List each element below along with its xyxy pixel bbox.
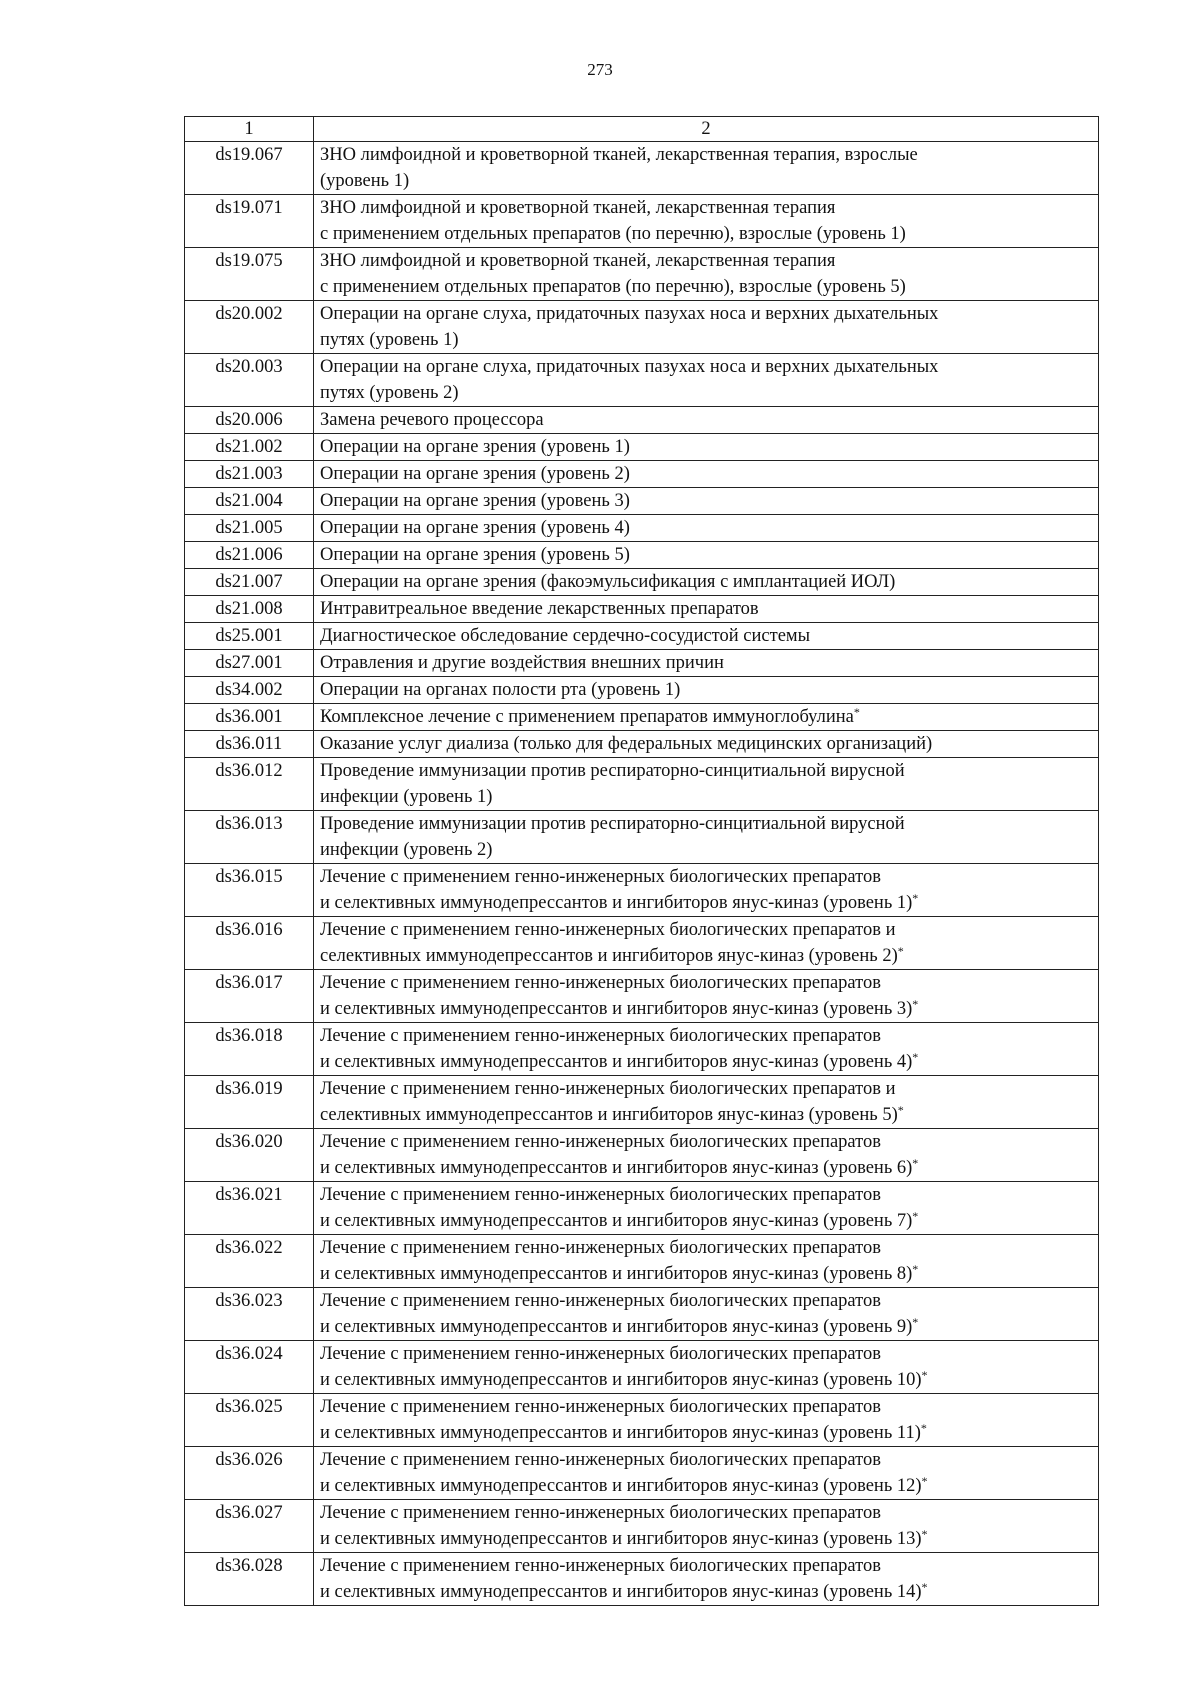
description-line	[320, 515, 1092, 541]
description-text: инфекции (уровень 2)	[320, 840, 493, 860]
row-code: ds20.002	[185, 301, 314, 354]
description-text: и селективных иммунодепрессантов и ингибиторов янус-киназ (уровень 9)	[320, 1317, 913, 1337]
description-text: и селективных иммунодепрессантов и ингибиторов янус-киназ (уровень 6)	[320, 1158, 913, 1178]
row-description	[314, 1235, 1099, 1288]
row-code: ds36.016	[185, 917, 314, 970]
description-line	[320, 1394, 1092, 1420]
description-text: Лечение с применением генно-инженерных биологических препаратов	[320, 1556, 881, 1576]
footnote-marker: *	[921, 1527, 928, 1541]
table-row	[185, 569, 1099, 596]
row-description	[314, 1394, 1099, 1447]
description-line	[320, 811, 1092, 837]
row-description	[314, 434, 1099, 461]
table-row	[185, 1076, 1099, 1129]
description-text: и селективных иммунодепрессантов и ингибиторов янус-киназ (уровень 13)	[320, 1529, 922, 1549]
description-line	[320, 221, 1092, 247]
row-code: ds36.025	[185, 1394, 314, 1447]
table-row	[185, 758, 1099, 811]
description-line	[320, 1261, 1092, 1287]
description-text: Операции на органе слуха, придаточных пазухах носа и верхних дыхательных	[320, 357, 939, 377]
table-row	[185, 195, 1099, 248]
row-code: ds36.015	[185, 864, 314, 917]
row-code: ds34.002	[185, 677, 314, 704]
description-line	[320, 917, 1092, 943]
page-number: 273	[587, 60, 613, 79]
description-text: Лечение с применением генно-инженерных биологических препаратов	[320, 867, 881, 887]
description-line	[320, 1500, 1092, 1526]
table-row	[185, 811, 1099, 864]
table-row	[185, 542, 1099, 569]
footnote-marker: *	[897, 944, 904, 958]
description-text: Операции на органах полости рта (уровень 1)	[320, 680, 681, 700]
description-line	[320, 1367, 1092, 1393]
row-code: ds36.021	[185, 1182, 314, 1235]
footnote-marker: *	[912, 891, 919, 905]
row-description	[314, 542, 1099, 569]
row-description	[314, 515, 1099, 542]
description-text: ЗНО лимфоидной и кроветворной тканей, лекарственная терапия	[320, 198, 836, 218]
row-description	[314, 301, 1099, 354]
description-text: с применением отдельных препаратов (по перечню), взрослые (уровень 5)	[320, 277, 906, 297]
description-text: и селективных иммунодепрессантов и ингибиторов янус-киназ (уровень 12)	[320, 1476, 922, 1496]
description-line	[320, 1129, 1092, 1155]
row-code: ds21.007	[185, 569, 314, 596]
row-description	[314, 1076, 1099, 1129]
description-text: и селективных иммунодепрессантов и ингибиторов янус-киназ (уровень 11)	[320, 1423, 921, 1443]
table-row	[185, 1235, 1099, 1288]
footnote-marker: *	[921, 1474, 928, 1488]
footnote-marker: *	[912, 1156, 919, 1170]
description-line	[320, 970, 1092, 996]
row-description	[314, 1288, 1099, 1341]
description-line	[320, 168, 1092, 194]
row-description	[314, 1341, 1099, 1394]
row-code: ds21.006	[185, 542, 314, 569]
footnote-marker: *	[921, 1580, 928, 1594]
row-description	[314, 1553, 1099, 1606]
table-row	[185, 301, 1099, 354]
table-row	[185, 1129, 1099, 1182]
description-line	[320, 380, 1092, 406]
row-description	[314, 970, 1099, 1023]
description-text: Интравитреальное введение лекарственных препаратов	[320, 599, 759, 619]
description-line	[320, 1579, 1092, 1605]
footnote-marker: *	[853, 705, 860, 719]
row-description	[314, 407, 1099, 434]
table-row	[185, 461, 1099, 488]
table-row	[185, 677, 1099, 704]
row-description	[314, 758, 1099, 811]
description-line	[320, 195, 1092, 221]
description-line	[320, 1473, 1092, 1499]
row-code: ds21.008	[185, 596, 314, 623]
row-code: ds36.001	[185, 704, 314, 731]
row-description	[314, 650, 1099, 677]
table-row	[185, 731, 1099, 758]
description-line	[320, 1155, 1092, 1181]
footnote-marker: *	[920, 1421, 927, 1435]
description-text: Операции на органе слуха, придаточных пазухах носа и верхних дыхательных	[320, 304, 939, 324]
codes-table	[184, 116, 1099, 1606]
row-description	[314, 569, 1099, 596]
row-description	[314, 1129, 1099, 1182]
description-line	[320, 248, 1092, 274]
description-line	[320, 407, 1092, 433]
footnote-marker: *	[912, 997, 919, 1011]
row-code: ds36.028	[185, 1553, 314, 1606]
description-text: Операции на органе зрения (уровень 2)	[320, 464, 630, 484]
description-text: Комплексное лечение с применением препаратов иммуноглобулина	[320, 707, 854, 727]
footnote-marker: *	[912, 1050, 919, 1064]
table-header-row	[185, 117, 1099, 142]
description-line	[320, 142, 1092, 168]
row-code: ds36.012	[185, 758, 314, 811]
description-line	[320, 542, 1092, 568]
description-line	[320, 354, 1092, 380]
table-row	[185, 596, 1099, 623]
row-description	[314, 623, 1099, 650]
description-line	[320, 784, 1092, 810]
description-line	[320, 864, 1092, 890]
row-code: ds36.013	[185, 811, 314, 864]
description-text: и селективных иммунодепрессантов и ингибиторов янус-киназ (уровень 10)	[320, 1370, 922, 1390]
description-text: инфекции (уровень 1)	[320, 787, 493, 807]
row-code: ds19.067	[185, 142, 314, 195]
description-text: и селективных иммунодепрессантов и ингибиторов янус-киназ (уровень 3)	[320, 999, 913, 1019]
description-line	[320, 1208, 1092, 1234]
description-line	[320, 1288, 1092, 1314]
description-line	[320, 1049, 1092, 1075]
row-description	[314, 1023, 1099, 1076]
row-description	[314, 731, 1099, 758]
description-text: ЗНО лимфоидной и кроветворной тканей, лекарственная терапия	[320, 251, 836, 271]
description-text: с применением отдельных препаратов (по перечню), взрослые (уровень 1)	[320, 224, 906, 244]
row-code: ds36.022	[185, 1235, 314, 1288]
description-line	[320, 1182, 1092, 1208]
column-header-2: 2	[314, 117, 1099, 142]
description-text: Лечение с применением генно-инженерных биологических препаратов	[320, 1450, 881, 1470]
row-description	[314, 248, 1099, 301]
table-row	[185, 354, 1099, 407]
description-line	[320, 1447, 1092, 1473]
description-text: Лечение с применением генно-инженерных биологических препаратов и	[320, 920, 896, 940]
description-text: Операции на органе зрения (уровень 5)	[320, 545, 630, 565]
description-text: Лечение с применением генно-инженерных биологических препаратов	[320, 973, 881, 993]
description-line	[320, 677, 1092, 703]
row-code: ds25.001	[185, 623, 314, 650]
description-text: и селективных иммунодепрессантов и ингибиторов янус-киназ (уровень 7)	[320, 1211, 913, 1231]
description-line	[320, 1314, 1092, 1340]
row-code: ds36.019	[185, 1076, 314, 1129]
footnote-marker: *	[912, 1262, 919, 1276]
row-code: ds36.024	[185, 1341, 314, 1394]
row-code: ds21.004	[185, 488, 314, 515]
table-row	[185, 1553, 1099, 1606]
row-description	[314, 1500, 1099, 1553]
description-line	[320, 1076, 1092, 1102]
description-text: селективных иммунодепрессантов и ингибиторов янус-киназ (уровень 5)	[320, 1105, 898, 1125]
description-line	[320, 1526, 1092, 1552]
table-row	[185, 864, 1099, 917]
row-code: ds21.005	[185, 515, 314, 542]
description-line	[320, 1553, 1092, 1579]
row-description	[314, 677, 1099, 704]
row-description	[314, 142, 1099, 195]
description-line	[320, 837, 1092, 863]
description-text: Лечение с применением генно-инженерных биологических препаратов	[320, 1344, 881, 1364]
description-text: Оказание услуг диализа (только для федеральных медицинских организаций)	[320, 734, 933, 754]
description-text: Отравления и другие воздействия внешних причин	[320, 653, 724, 673]
row-description	[314, 704, 1099, 731]
description-line	[320, 1341, 1092, 1367]
row-code: ds21.003	[185, 461, 314, 488]
row-code: ds36.023	[185, 1288, 314, 1341]
description-text: Проведение иммунизации против респираторно-синцитиальной вирусной	[320, 814, 905, 834]
table-row	[185, 248, 1099, 301]
row-description	[314, 1182, 1099, 1235]
table-row	[185, 488, 1099, 515]
description-text: Лечение с применением генно-инженерных биологических препаратов	[320, 1503, 881, 1523]
row-code: ds21.002	[185, 434, 314, 461]
table-row	[185, 142, 1099, 195]
row-description	[314, 1447, 1099, 1500]
description-text: Лечение с применением генно-инженерных биологических препаратов	[320, 1291, 881, 1311]
row-code: ds36.018	[185, 1023, 314, 1076]
table-row	[185, 704, 1099, 731]
description-line	[320, 569, 1092, 595]
description-text: Лечение с применением генно-инженерных биологических препаратов	[320, 1397, 881, 1417]
description-line	[320, 327, 1092, 353]
description-text: Лечение с применением генно-инженерных биологических препаратов	[320, 1185, 881, 1205]
row-description	[314, 488, 1099, 515]
footnote-marker: *	[897, 1103, 904, 1117]
row-code: ds27.001	[185, 650, 314, 677]
footnote-marker: *	[912, 1209, 919, 1223]
table-row	[185, 917, 1099, 970]
description-line	[320, 461, 1092, 487]
description-text: Проведение иммунизации против респираторно-синцитиальной вирусной	[320, 761, 905, 781]
description-line	[320, 1023, 1092, 1049]
description-text: путях (уровень 2)	[320, 383, 459, 403]
table-row	[185, 970, 1099, 1023]
table-row	[185, 1341, 1099, 1394]
description-line	[320, 488, 1092, 514]
table-row	[185, 650, 1099, 677]
description-line	[320, 731, 1092, 757]
description-line	[320, 1102, 1092, 1128]
description-text: и селективных иммунодепрессантов и ингибиторов янус-киназ (уровень 14)	[320, 1582, 922, 1602]
description-line	[320, 301, 1092, 327]
description-text: и селективных иммунодепрессантов и ингибиторов янус-киназ (уровень 1)	[320, 893, 913, 913]
row-description	[314, 195, 1099, 248]
row-code: ds36.017	[185, 970, 314, 1023]
description-text: (уровень 1)	[320, 171, 410, 191]
description-text: Замена речевого процессора	[320, 410, 544, 430]
description-text: Лечение с применением генно-инженерных биологических препаратов	[320, 1238, 881, 1258]
table-row	[185, 1394, 1099, 1447]
footnote-marker: *	[912, 1315, 919, 1329]
row-description	[314, 461, 1099, 488]
table-row	[185, 1500, 1099, 1553]
description-line	[320, 704, 1092, 730]
footnote-marker: *	[921, 1368, 928, 1382]
row-description	[314, 811, 1099, 864]
table-row	[185, 515, 1099, 542]
table-row	[185, 434, 1099, 461]
row-code: ds36.011	[185, 731, 314, 758]
description-line	[320, 650, 1092, 676]
table-row	[185, 407, 1099, 434]
row-code: ds19.075	[185, 248, 314, 301]
description-text: ЗНО лимфоидной и кроветворной тканей, лекарственная терапия, взрослые	[320, 145, 918, 165]
description-line	[320, 1420, 1092, 1446]
table-body	[185, 142, 1099, 1606]
description-text: Операции на органе зрения (уровень 3)	[320, 491, 630, 511]
row-description	[314, 354, 1099, 407]
description-text: Лечение с применением генно-инженерных биологических препаратов	[320, 1026, 881, 1046]
row-description	[314, 596, 1099, 623]
description-text: Диагностическое обследование сердечно-сосудистой системы	[320, 626, 811, 646]
row-code: ds36.026	[185, 1447, 314, 1500]
description-line	[320, 623, 1092, 649]
description-text: Операции на органе зрения (факоэмульсификация с имплантацией ИОЛ)	[320, 572, 896, 592]
description-line	[320, 943, 1092, 969]
description-line	[320, 596, 1092, 622]
row-code: ds36.020	[185, 1129, 314, 1182]
description-text: и селективных иммунодепрессантов и ингибиторов янус-киназ (уровень 4)	[320, 1052, 913, 1072]
row-code: ds20.003	[185, 354, 314, 407]
description-line	[320, 434, 1092, 460]
row-description	[314, 917, 1099, 970]
row-description	[314, 864, 1099, 917]
description-text: Лечение с применением генно-инженерных биологических препаратов и	[320, 1079, 896, 1099]
table-row	[185, 1447, 1099, 1500]
row-code: ds36.027	[185, 1500, 314, 1553]
description-text: селективных иммунодепрессантов и ингибиторов янус-киназ (уровень 2)	[320, 946, 898, 966]
row-code: ds20.006	[185, 407, 314, 434]
description-line	[320, 274, 1092, 300]
description-text: путях (уровень 1)	[320, 330, 459, 350]
description-text: Лечение с применением генно-инженерных биологических препаратов	[320, 1132, 881, 1152]
description-text: Операции на органе зрения (уровень 4)	[320, 518, 630, 538]
description-line	[320, 758, 1092, 784]
table-row	[185, 1182, 1099, 1235]
description-text: Операции на органе зрения (уровень 1)	[320, 437, 630, 457]
table-row	[185, 1023, 1099, 1076]
column-header-1: 1	[185, 117, 314, 142]
description-text: и селективных иммунодепрессантов и ингибиторов янус-киназ (уровень 8)	[320, 1264, 913, 1284]
table-row	[185, 1288, 1099, 1341]
description-line	[320, 890, 1092, 916]
description-line	[320, 1235, 1092, 1261]
row-code: ds19.071	[185, 195, 314, 248]
table-row	[185, 623, 1099, 650]
description-line	[320, 996, 1092, 1022]
